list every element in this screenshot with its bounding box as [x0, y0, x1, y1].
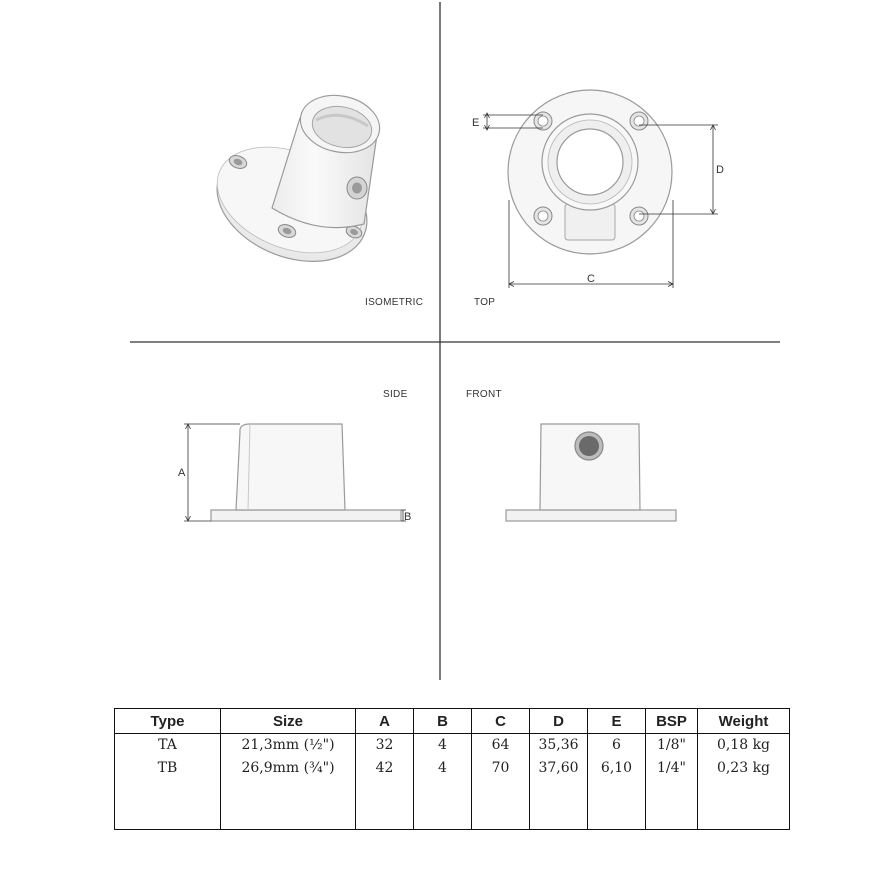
header-bsp: BSP	[646, 709, 698, 734]
side-view	[184, 424, 406, 521]
cell-c: 64	[472, 734, 530, 758]
label-top: TOP	[474, 297, 496, 308]
cell-type: TA	[115, 734, 221, 758]
dim-c-label: C	[587, 273, 595, 285]
cell-d: 35,36	[530, 734, 588, 758]
dim-b-label: B	[404, 511, 412, 523]
label-side: SIDE	[383, 389, 408, 400]
specifications-table	[114, 708, 790, 830]
dim-e-label: E	[472, 117, 480, 129]
cell-type: TB	[115, 757, 221, 780]
header-a: A	[356, 709, 414, 734]
front-view	[506, 424, 676, 521]
dim-d-label: D	[716, 164, 724, 176]
table-row	[115, 734, 790, 758]
header-b: B	[414, 709, 472, 734]
cell-e: 6	[588, 734, 646, 758]
cell-c: 70	[472, 757, 530, 780]
cell-size: 26,9mm (¾")	[221, 757, 356, 780]
dim-a-label: A	[178, 467, 186, 479]
header-weight: Weight	[698, 709, 790, 734]
cell-b: 4	[414, 734, 472, 758]
cell-e: 6,10	[588, 757, 646, 780]
cell-a: 42	[356, 757, 414, 780]
label-isometric: ISOMETRIC	[365, 297, 424, 308]
table-empty-row	[115, 780, 790, 830]
cell-bsp: 1/4"	[646, 757, 698, 780]
label-front: FRONT	[466, 389, 502, 400]
header-size: Size	[221, 709, 356, 734]
header-c: C	[472, 709, 530, 734]
header-d: D	[530, 709, 588, 734]
cell-d: 37,60	[530, 757, 588, 780]
top-view	[483, 90, 718, 288]
cell-size: 21,3mm (½")	[221, 734, 356, 758]
cell-b: 4	[414, 757, 472, 780]
header-e: E	[588, 709, 646, 734]
cell-a: 32	[356, 734, 414, 758]
header-type: Type	[115, 709, 221, 734]
isometric-view	[200, 88, 385, 282]
table-header-row	[115, 709, 790, 734]
cell-bsp: 1/8"	[646, 734, 698, 758]
cell-weight: 0,23 kg	[698, 757, 790, 780]
cell-weight: 0,18 kg	[698, 734, 790, 758]
table-row	[115, 757, 790, 780]
